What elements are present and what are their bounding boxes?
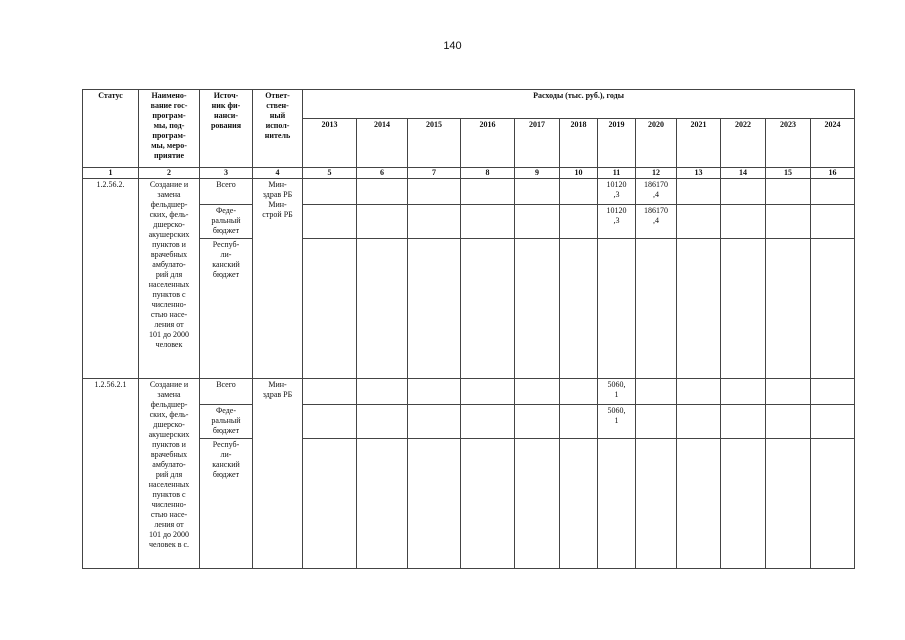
value-cell (721, 205, 766, 239)
value-cell-2019 (598, 205, 636, 239)
value-cell (515, 405, 560, 439)
source-cell (200, 439, 253, 569)
year-2024: 2024 (811, 119, 855, 168)
header-expenses-text: Расходы (тыс. руб.), годы (533, 91, 624, 100)
year-2022: 2022 (721, 119, 766, 168)
source-cell (200, 379, 253, 405)
value-cell (766, 239, 811, 379)
value-cell (811, 179, 855, 205)
executor-cell (253, 179, 303, 379)
value-cell (560, 205, 598, 239)
name-cell (139, 379, 200, 569)
value-cell (515, 239, 560, 379)
value-cell (766, 205, 811, 239)
value-cell-2019 (598, 179, 636, 205)
column-number: 2 (139, 168, 200, 179)
value-cell (766, 179, 811, 205)
column-number: 6 (357, 168, 408, 179)
value-cell (357, 439, 408, 569)
value-cell (408, 205, 461, 239)
source-text: Феде- ральный бюджет (211, 406, 241, 435)
value-cell (677, 439, 721, 569)
header-expenses (303, 90, 855, 119)
status-cell: 1.2.56.2. (83, 179, 139, 379)
column-number: 9 (515, 168, 560, 179)
column-number: 7 (408, 168, 461, 179)
value-text: 186170 ,4 (644, 180, 668, 199)
value-text: 10120 ,3 (606, 180, 627, 199)
value-cell (303, 205, 357, 239)
executor-text: Мин- здрав РБ Мин- строй РБ (262, 180, 293, 219)
value-cell-2019 (598, 239, 636, 379)
source-text: Всего (216, 380, 236, 389)
status-cell: 1.2.56.2.1 (83, 379, 139, 569)
value-cell-2020 (636, 239, 677, 379)
value-cell (515, 379, 560, 405)
value-cell (461, 205, 515, 239)
header-name-text: Наимено- вание гос- програм- мы, под- програм- мы, меро- приятие (150, 91, 188, 160)
page-number: 140 (443, 40, 462, 52)
value-cell-2020 (636, 379, 677, 405)
value-cell-2020 (636, 439, 677, 569)
budget-table (82, 89, 855, 569)
year-2014: 2014 (357, 119, 408, 168)
year-2021: 2021 (677, 119, 721, 168)
source-text: Всего (216, 180, 236, 189)
source-cell (200, 205, 253, 239)
value-text: 5060, 1 (607, 380, 626, 399)
value-cell (811, 239, 855, 379)
column-number: 12 (636, 168, 677, 179)
value-cell (357, 239, 408, 379)
column-number: 4 (253, 168, 303, 179)
value-cell (811, 439, 855, 569)
value-cell (303, 379, 357, 405)
source-text: Феде- ральный бюджет (211, 206, 241, 235)
value-text: 10120 ,3 (606, 206, 627, 225)
value-cell (811, 405, 855, 439)
value-cell (677, 379, 721, 405)
value-cell (677, 179, 721, 205)
value-cell (560, 439, 598, 569)
value-cell-2020 (636, 205, 677, 239)
value-cell (721, 179, 766, 205)
value-cell (461, 379, 515, 405)
year-2018: 2018 (560, 119, 598, 168)
year-2015: 2015 (408, 119, 461, 168)
value-cell (408, 379, 461, 405)
value-cell (461, 239, 515, 379)
value-cell (461, 179, 515, 205)
value-cell-2020 (636, 179, 677, 205)
value-cell (357, 405, 408, 439)
table-row (83, 179, 855, 205)
header-name (139, 90, 200, 168)
value-cell-2019 (598, 405, 636, 439)
year-2016: 2016 (461, 119, 515, 168)
value-cell (721, 439, 766, 569)
value-cell (721, 405, 766, 439)
year-2017: 2017 (515, 119, 560, 168)
value-cell (766, 405, 811, 439)
value-cell (408, 239, 461, 379)
name-text: Создание и замена фельдшер- ских, фель- дшерско- акушерских пунктов и врачебных амбулато- рий для населенных пунктов с численно- стью насе- ления от 101 до 2000 человек (148, 180, 190, 349)
column-number: 13 (677, 168, 721, 179)
source-text: Респуб- ли- канский бюджет (212, 440, 240, 479)
value-cell-2020 (636, 405, 677, 439)
year-2023: 2023 (766, 119, 811, 168)
value-cell (721, 379, 766, 405)
value-cell-2019 (598, 379, 636, 405)
header-source-text: Источ- ник фи- нанси- рования (210, 91, 242, 130)
value-cell (357, 205, 408, 239)
source-text: Респуб- ли- канский бюджет (212, 240, 240, 279)
header-row (83, 90, 855, 119)
column-number: 14 (721, 168, 766, 179)
column-number: 8 (461, 168, 515, 179)
source-cell (200, 239, 253, 379)
value-text: 186170 ,4 (644, 206, 668, 225)
value-cell (560, 405, 598, 439)
column-number: 16 (811, 168, 855, 179)
source-cell (200, 179, 253, 205)
value-cell (461, 439, 515, 569)
table-row (83, 379, 855, 405)
value-cell (408, 405, 461, 439)
column-number: 10 (560, 168, 598, 179)
value-cell (515, 439, 560, 569)
value-cell (721, 239, 766, 379)
value-cell (560, 179, 598, 205)
name-cell (139, 179, 200, 379)
column-number: 15 (766, 168, 811, 179)
header-source (200, 90, 253, 168)
value-cell (560, 379, 598, 405)
value-text: 5060, 1 (607, 406, 626, 425)
value-cell (357, 379, 408, 405)
year-2019: 2019 (598, 119, 636, 168)
column-number-row (83, 168, 855, 179)
header-status (83, 90, 139, 168)
value-cell (303, 405, 357, 439)
value-cell (677, 405, 721, 439)
column-number: 3 (200, 168, 253, 179)
header-executor-text: Ответ- ствен- ный испол- нитель (264, 91, 291, 140)
header-executor (253, 90, 303, 168)
value-cell (560, 239, 598, 379)
value-cell (303, 439, 357, 569)
value-cell (811, 205, 855, 239)
value-cell (408, 439, 461, 569)
value-cell (515, 205, 560, 239)
value-cell (766, 439, 811, 569)
value-cell (811, 379, 855, 405)
name-text: Создание и замена фельдшер- ских, фель- дшерско- акушерских пунктов и врачебных амбулато- рий для населенных пунктов с численно- стью насе- ления от 101 до 2000 человек в с. (148, 380, 190, 549)
year-2020: 2020 (636, 119, 677, 168)
value-cell-2019 (598, 439, 636, 569)
value-cell (461, 405, 515, 439)
value-cell (677, 205, 721, 239)
header-status-text: Статус (98, 91, 123, 100)
value-cell (766, 379, 811, 405)
year-2013: 2013 (303, 119, 357, 168)
value-cell (303, 179, 357, 205)
value-cell (303, 239, 357, 379)
value-cell (357, 179, 408, 205)
column-number: 11 (598, 168, 636, 179)
executor-cell (253, 379, 303, 569)
value-cell (677, 239, 721, 379)
value-cell (515, 179, 560, 205)
column-number: 1 (83, 168, 139, 179)
source-cell (200, 405, 253, 439)
column-number: 5 (303, 168, 357, 179)
executor-text: Мин- здрав РБ (262, 380, 293, 399)
value-cell (408, 179, 461, 205)
